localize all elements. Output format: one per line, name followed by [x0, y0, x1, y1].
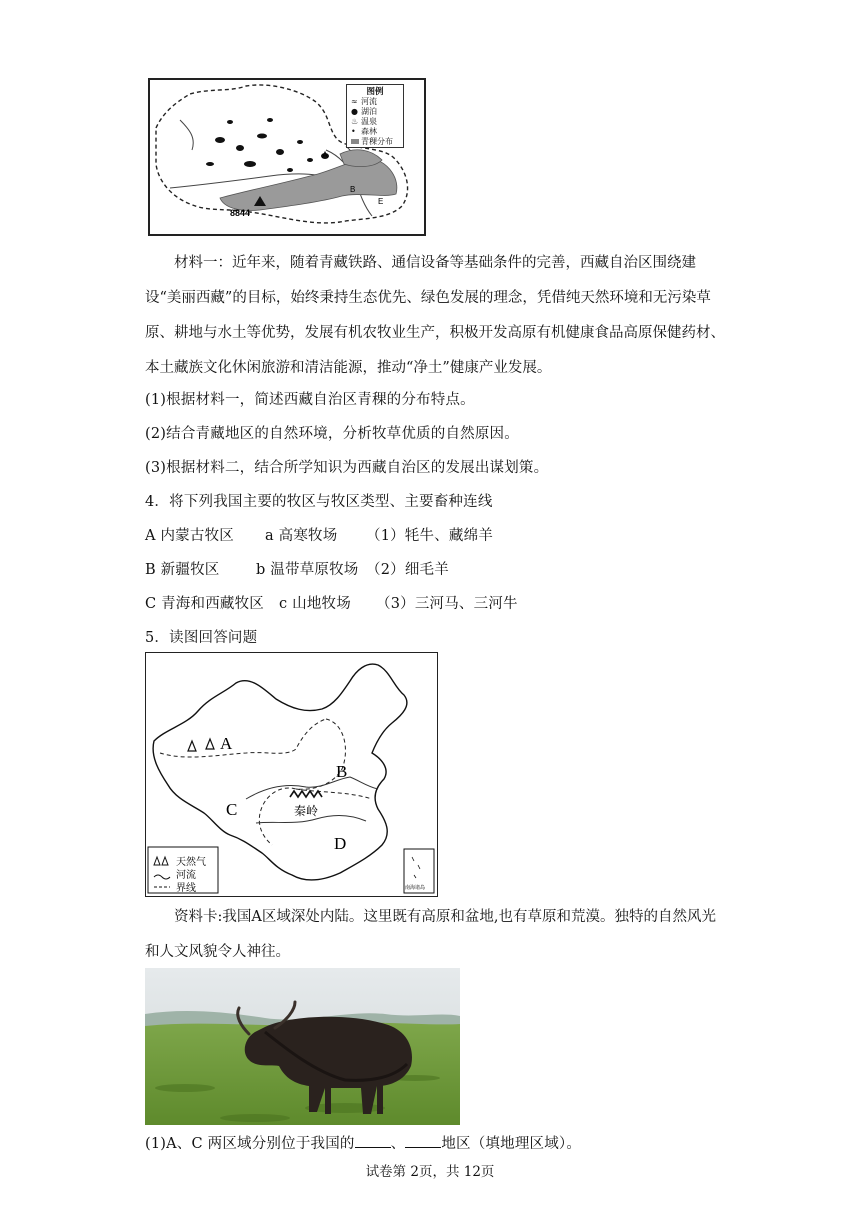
- china-map-drawing: [146, 653, 437, 896]
- material-one-text: 材料一：近年来，随着青藏铁路、通信设备等基础条件的完善，西藏自治区围绕建设“美丽西藏”的目标，始终秉持生态优先、绿色发展的理念，凭借纯天然环境和无污染草原、耕地与水土等优势，发展有机农牧业生产，积极开发高原有机健康食品高原保健药材、本土藏族文化休闲旅游和清洁能源，推动“净土”健康产业发展。: [145, 255, 725, 376]
- legend-river-label: 河流: [176, 870, 196, 881]
- q4-type: b 温带草原牧场: [256, 562, 359, 578]
- material-one-paragraph: [145, 246, 725, 386]
- map1-label-e: E: [378, 197, 384, 206]
- region-b-label: B: [336, 762, 348, 781]
- q3-sub2: (2)结合青藏地区的自然环境，分析牧草优质的自然原因。: [145, 426, 519, 442]
- region-a-label: A: [220, 734, 233, 753]
- q4-region: C 青海和西藏牧区: [145, 596, 265, 612]
- page-footer: 试卷第 2页，共 12页: [365, 1164, 495, 1180]
- answer-blank-c[interactable]: [405, 1135, 441, 1148]
- q4-title: 4．将下列我国主要的牧区与牧区类型、主要畜种连线: [145, 494, 493, 510]
- answer-blank-a[interactable]: [355, 1135, 391, 1148]
- q4-type: a 高寒牧场: [265, 528, 338, 544]
- legend-hotspring: ♨ 温泉: [351, 117, 377, 126]
- map1-legend-title: 图例: [366, 87, 384, 97]
- q5-title: 5．读图回答问题: [145, 630, 258, 646]
- map1-label-a: A: [322, 150, 329, 160]
- q4-region: A 内蒙古牧区: [145, 528, 234, 544]
- map1-legend: [346, 84, 404, 148]
- legend-river: ≈ 河流: [351, 97, 377, 106]
- q3-sub1: (1)根据材料一，简述西藏自治区青稞的分布特点。: [145, 392, 475, 408]
- q5-sub1-separator: 、: [390, 1136, 406, 1152]
- legend-barley: 青稞分布: [351, 137, 403, 147]
- yak-photo-drawing: [145, 968, 460, 1125]
- q4-animal: （2）细毛羊: [366, 562, 449, 578]
- yak-photo: [145, 968, 460, 1125]
- q4-animal: （1）牦牛、藏绵羊: [366, 528, 494, 544]
- map1-peak-label: 8844: [230, 208, 251, 218]
- legend-gas-label: 天然气: [176, 857, 206, 868]
- tibet-map: [148, 78, 426, 236]
- q4-animal: （3）三河马、三河牛: [376, 596, 518, 612]
- region-d-label: D: [334, 834, 347, 853]
- south-sea-inset-label: 南海诸岛: [405, 885, 426, 891]
- q5-sub1-part-a: (1)A、C 两区域分别位于我国的: [145, 1136, 355, 1152]
- map1-label-b: B: [350, 185, 356, 194]
- legend-lake: ● 湖泊: [351, 107, 377, 116]
- q3-sub3: (3)根据材料二，结合所学知识为西藏自治区的发展出谋划策。: [145, 460, 549, 476]
- china-map: [145, 652, 438, 897]
- info-card-text: 资料卡:我国A区域深处内陆。这里既有高原和盆地,也有草原和荒漠。独特的自然风光和人文风貌令人神往。: [145, 909, 716, 960]
- q5-sub1: [145, 1132, 581, 1153]
- q5-sub1-part-b: 地区（填地理区域）。: [441, 1136, 582, 1152]
- qinling-label: 秦岭: [294, 804, 319, 818]
- q4-type: c 山地牧场: [279, 596, 351, 612]
- legend-forest: • 森林: [351, 127, 377, 136]
- q4-region: B 新疆牧区: [145, 562, 220, 578]
- legend-border-label: 界线: [176, 883, 196, 894]
- region-c-label: C: [226, 800, 238, 819]
- info-card-paragraph: [145, 900, 725, 970]
